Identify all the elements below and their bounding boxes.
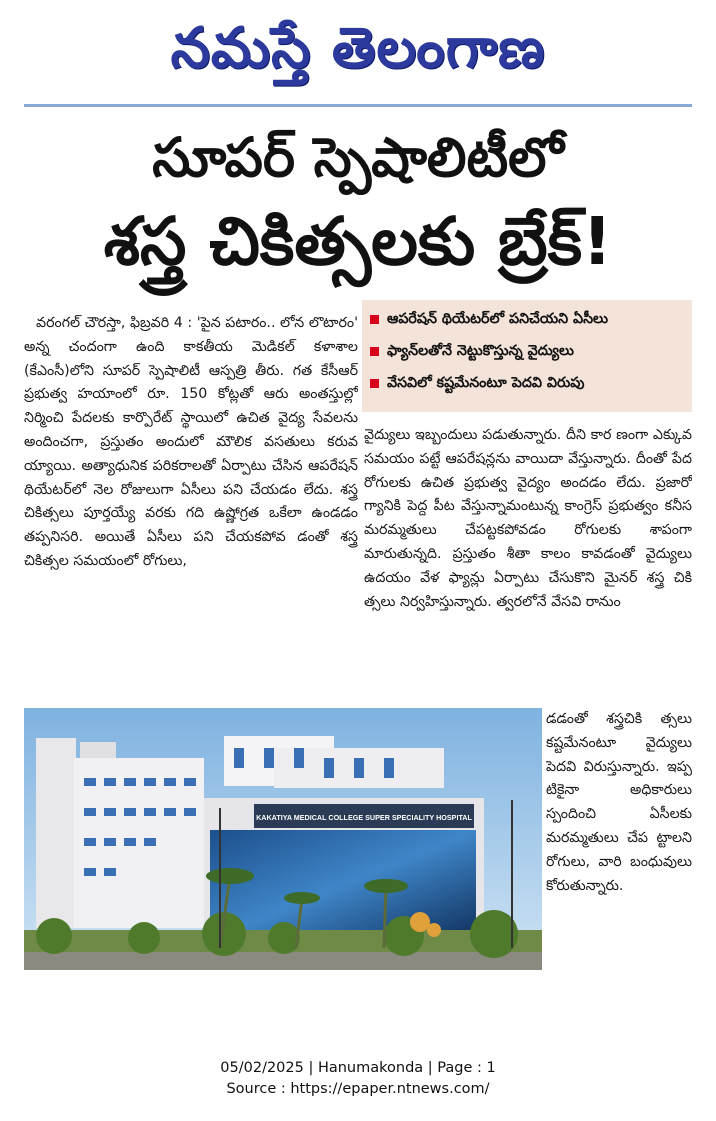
masthead-divider: [24, 104, 692, 107]
article-paragraph-narrow: డడంతో శస్త్రచికి త్సలు కష్టమేనంటూ వైద్యులు పెదవి విరుస్తున్నారు. ఇప్ప టికైనా అధికారులు స్పందించి ఏసీలకు మరమ్మతులు చేప ట్టాలని రోగులు, వారి బంధువులు కోరుతున్నారు.: [546, 711, 692, 894]
footer-source: Source : https://epaper.ntnews.com/: [226, 1081, 490, 1097]
highlight-item: [370, 308, 686, 340]
headline-line-2: శస్త్ర చికిత్సలకు బ్రేక్!: [103, 203, 613, 280]
highlight-text: ఆపరేషన్ థియేటర్‌లో పనిచేయని ఏసీలు: [387, 311, 608, 327]
page-footer: [0, 1058, 716, 1100]
article-column-narrow: [546, 708, 692, 988]
bullet-square-icon: [370, 379, 379, 388]
highlight-item: [370, 372, 686, 404]
headline-line-1: సూపర్ స్పెషాలిటీలో: [152, 126, 564, 189]
article-column-right: [364, 424, 692, 704]
masthead-title: నమస్తే తెలంగాణ: [170, 15, 546, 81]
bullet-square-icon: [370, 347, 379, 356]
footer-dateline: 05/02/2025 | Hanumakonda | Page : 1: [220, 1060, 496, 1076]
article-column-left: [24, 312, 358, 704]
bullet-square-icon: [370, 315, 379, 324]
highlight-item: [370, 340, 686, 372]
highlight-text: ఫ్యాన్‌లతోనే నెట్టుకొస్తున్న వైద్యులు: [387, 343, 574, 359]
article-paragraph-right: వైద్యులు ఇబ్బందులు పడుతున్నారు. దీని కార ణంగా ఎక్కువ సమయం పట్టే ఆపరేషన్లను వాయిదా వేస్తున్నారు. దీంతో పేద రోగులకు ఉచిత ప్రభుత్వ వైద్యం అందడం లేదు. ప్రజారో గ్యానికి పెద్ద పీట వేస్తున్నామంటున్న కాంగ్రెస్ ప్రభుత్వం కనీస మరమ్మతులు చేపట్టకపోవడం రోగులకు శాపంగా మారుతున్నది. ప్రస్తుతం శీతా కాలం కావడంతో వైద్యులు ఉదయం వేళ ఫ్యాన్లు ఏర్పాటు చేసుకొని మైనర్ శస్త్ర చికి త్సలు నిర్వహిస్తున్నారు. త్వరలోనే వేసవి రానుం: [364, 427, 692, 610]
hospital-building-illustration: [24, 708, 542, 970]
article-paragraph-left: వరంగల్ చౌరస్తా, ఫిబ్రవరి 4 : 'పైన పటారం.. లోన లొటారం' అన్న చందంగా ఉంది కాకతీయ మెడికల్ కళాశాల (కేఎంసీ)లోని సూపర్ స్పెషాలిటీ ఆస్పత్రి తీరు. గత కేసీఆర్ ప్రభుత్వ హయాంలో రూ. 150 కోట్లతో ఆరు అంతస్తుల్లో నిర్మించి పేదలకు కార్పొరేట్ స్థాయిలో ఉచిత వైద్య సేవలను అందించగా, ప్రస్తుతం అందులో మౌలిక వసతులు కరువ య్యాయి. అత్యాధునిక పరికరాలతో ఏర్పాటు చేసిన ఆపరేషన్ థియేటర్‌లో నెల రోజులుగా ఏసీలు పని చేయడం లేదు. శస్త్ర చికిత్సలు పూర్తయ్యే వరకు గది ఉష్ణోగ్రత ఒకేలా ఉండడం తప్పనిసరి. అయితే ఏసీలు పని చేయకపోవ డంతో శస్త్ర చికిత్సల సమయంలో రోగులు,: [24, 315, 358, 569]
building-sign: KAKATIYA MEDICAL COLLEGE SUPER SPECIALITY HOSPITAL: [256, 813, 472, 822]
hospital-photo: [24, 708, 542, 970]
highlights-box: [362, 300, 692, 412]
highlight-text: వేసవిలో కష్టమేనంటూ పెదవి విరుపు: [387, 375, 585, 391]
